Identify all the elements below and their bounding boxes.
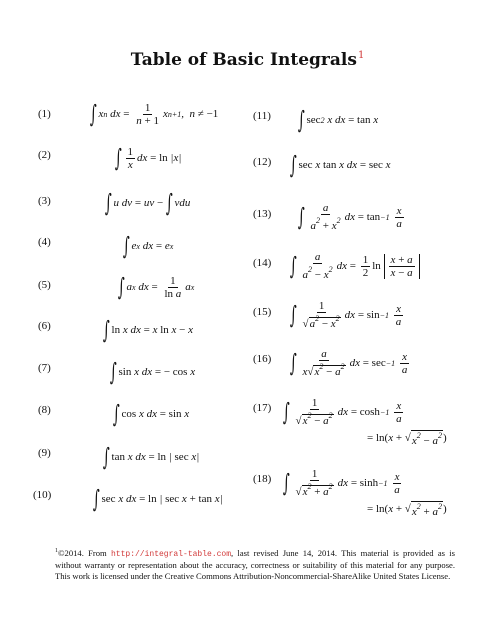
formula-5: ∫ a x dx = $\frac{1}{\text{ln a}}$ a x <box>117 273 195 301</box>
formula-number-16: (16) <box>253 353 272 365</box>
formula-3: ∫ u dv = uv − ∫ vdu <box>104 189 191 217</box>
formula-number-4: (4) <box>38 236 51 248</box>
formula-4: ∫ e x dx = e x <box>122 232 174 260</box>
footnote-marker: 1 <box>357 50 365 62</box>
formula-14: ∫ $\frac{a}{a^2 - x^2}$ dx = $\frac{1}{2}$ ln $\frac{x + a}{x - a}$ <box>290 246 420 286</box>
formula-number-14: (14) <box>253 257 272 269</box>
formula-8: ∫ cos x dx = sin x <box>112 400 190 428</box>
title-text: Table of Basic Integrals <box>130 50 357 70</box>
formula-number-15: (15) <box>253 306 272 318</box>
formula-number-13: (13) <box>253 208 272 220</box>
formula-13: ∫ $\frac{a}{a^2 + x^2}$ dx = tan −1 $\frac{x}{a}$ <box>297 202 402 232</box>
formula-18-alt: = ln( x + √ $x^2 + a^2$ ) <box>367 501 447 518</box>
formula-9: ∫ tan x dx = ln | sec x| <box>102 443 200 471</box>
formula-6: ∫ ln x dx = x ln x − x <box>102 316 194 344</box>
formula-number-9: (9) <box>38 447 51 459</box>
formula-number-7: (7) <box>38 362 51 374</box>
formula-1: ∫ x n dx = $\frac{1}{n + 1}$ x n+1 , n ≠ −1 <box>89 100 219 128</box>
formula-17-alt: = ln( x + √ $x^2 - a^2$ ) <box>367 430 447 447</box>
formula-number-10: (10) <box>33 489 52 501</box>
source-link[interactable]: http://integral-table.com <box>111 549 232 559</box>
formula-number-17: (17) <box>253 402 272 414</box>
page-title <box>0 50 495 70</box>
footnote-number: 1 <box>55 548 58 554</box>
formula-number-2: (2) <box>38 149 51 161</box>
formula-10: ∫ sec x dx = ln | sec x + tan x| <box>92 485 223 513</box>
formula-18: ∫ $\frac{1}{√x^2 + a^2}$ dx = sinh −1 $\frac{x}{a}$ <box>282 468 400 498</box>
formula-number-3: (3) <box>38 195 51 207</box>
footnote-prefix: ©2014. From <box>58 547 111 558</box>
formula-number-18: (18) <box>253 473 272 485</box>
formula-15: ∫ $\frac{1}{√a^2 - x^2}$ dx = sin −1 $\frac{x}{a}$ <box>289 300 402 330</box>
formula-number-11: (11) <box>253 110 271 122</box>
formula-2: ∫ $\frac{1}{x}$ dx = ln |x| <box>114 144 182 172</box>
formula-number-1: (1) <box>38 108 51 120</box>
footnote <box>55 546 455 582</box>
formula-number-12: (12) <box>253 156 272 168</box>
formula-number-8: (8) <box>38 404 51 416</box>
formula-number-6: (6) <box>38 320 51 332</box>
formula-7: ∫ sin x dx = − cos x <box>109 358 196 386</box>
formula-16: ∫ $\frac{a}{x√x^2 - a^2}$ dx = sec −1 $\frac{x}{a}$ <box>289 348 408 378</box>
formula-number-5: (5) <box>38 279 51 291</box>
formula-11: ∫ sec 2 x dx = tan x <box>297 106 379 134</box>
formula-12: ∫ sec x tan x dx = sec x <box>289 151 391 179</box>
formula-17: ∫ $\frac{1}{√x^2 - a^2}$ dx = cosh −1 $\frac{x}{a}$ <box>282 397 402 427</box>
footnote-body: , last revised June 14, 2014. This material is provided as is without warranty or representation about the accuracy, correctness or suitability of this material for any purpose. This work is licensed under the Creative Commons Attribution-Noncommercial-ShareAlike United States License. <box>55 547 455 581</box>
